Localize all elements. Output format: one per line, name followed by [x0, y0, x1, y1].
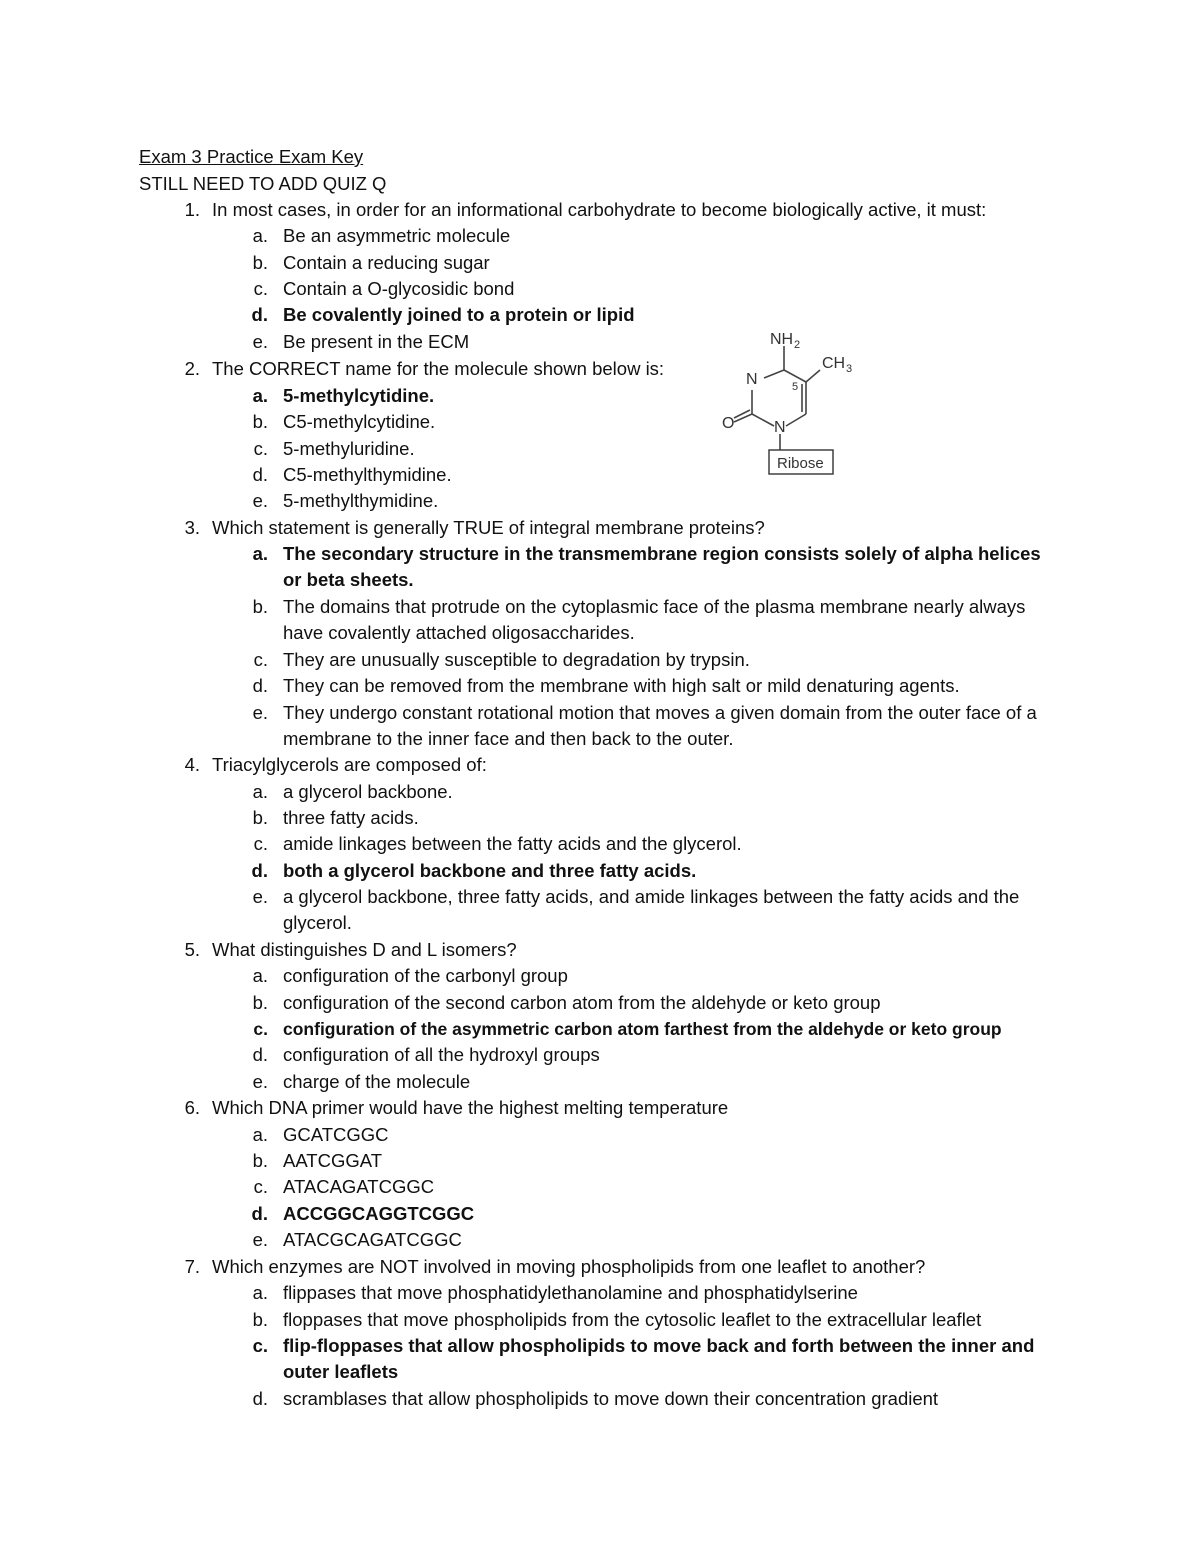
option-text: They undergo constant rotational motion that moves a given domain from the outer face of a membrane to the inner face and then back to the outer.: [283, 702, 1037, 749]
option-text: ATACGCAGATCGGC: [283, 1229, 462, 1250]
option-text: The domains that protrude on the cytoplasmic face of the plasma membrane nearly always have covalently attached oligosaccharides.: [283, 596, 1026, 643]
question-number: 7.: [184, 1256, 200, 1277]
option-text: The secondary structure in the transmembrane region consists solely of alpha helices or beta sheets.: [283, 543, 1041, 590]
option-text: C5-methylcytidine.: [283, 411, 436, 432]
option-text: three fatty acids.: [283, 807, 419, 828]
option-text: Contain a O-glycosidic bond: [283, 278, 515, 299]
nh2-label: NH: [770, 331, 794, 348]
option-letter: c.: [253, 833, 268, 854]
option-letter: b.: [252, 1309, 268, 1330]
option-letter: d.: [251, 860, 268, 881]
option-letter: c.: [253, 1019, 268, 1039]
option-letter: e.: [252, 1229, 268, 1250]
option-text: GCATCGGC: [283, 1124, 389, 1145]
question-number: 1.: [184, 199, 200, 220]
ribose-label: Ribose: [777, 455, 824, 472]
option-text: ATACAGATCGGC: [283, 1176, 435, 1197]
option-letter: b.: [252, 596, 268, 617]
option-text: ACCGGCAGGTCGGC: [283, 1203, 475, 1224]
question-text: In most cases, in order for an informational carbohydrate to become biologically active, it must:: [212, 199, 987, 220]
option-text: configuration of the second carbon atom from the aldehyde or keto group: [283, 992, 881, 1013]
ring-nitrogen-3: N: [746, 371, 758, 388]
option-text: configuration of all the hydroxyl groups: [283, 1044, 600, 1065]
question-text: What distinguishes D and L isomers?: [212, 939, 517, 960]
option-text: a glycerol backbone.: [283, 781, 453, 802]
option-text: 5-methylthymidine.: [283, 490, 439, 511]
option-text: both a glycerol backbone and three fatty acids.: [283, 860, 697, 881]
option-text: Be covalently joined to a protein or lipid: [283, 304, 635, 325]
nh2-subscript: 2: [794, 339, 801, 351]
option-text: floppases that move phospholipids from the cytosolic leaflet to the extracellular leaflet: [283, 1309, 982, 1330]
option-text: Be an asymmetric molecule: [283, 225, 511, 246]
option-letter: a.: [252, 385, 268, 406]
option-text: flippases that move phosphatidylethanolamine and phosphatidylserine: [283, 1282, 858, 1303]
option-letter: b.: [252, 992, 268, 1013]
option-letter: d.: [251, 1203, 268, 1224]
option-letter: e.: [252, 1071, 268, 1092]
document-title: Exam 3 Practice Exam Key: [139, 146, 364, 167]
option-letter: d.: [252, 1388, 268, 1409]
option-letter: a.: [252, 1124, 268, 1145]
option-text: configuration of the asymmetric carbon atom farthest from the aldehyde or keto group: [283, 1019, 1002, 1039]
option-letter: d.: [252, 675, 268, 696]
methylcytidine-structure: [712, 318, 882, 488]
option-letter: d.: [252, 464, 268, 485]
option-letter: a.: [252, 543, 268, 564]
position-5-label: 5: [792, 381, 799, 393]
question-number: 4.: [184, 754, 200, 775]
document-note: STILL NEED TO ADD QUIZ Q: [139, 173, 387, 194]
option-text: amide linkages between the fatty acids and the glycerol.: [283, 833, 742, 854]
option-letter: d.: [251, 304, 268, 325]
option-text: Contain a reducing sugar: [283, 252, 490, 273]
option-letter: b.: [252, 411, 268, 432]
question-text: Triacylglycerols are composed of:: [212, 754, 487, 775]
option-text: They are unusually susceptible to degradation by trypsin.: [283, 649, 750, 670]
question-number: 6.: [184, 1097, 200, 1118]
ch3-label: CH: [822, 355, 846, 372]
ch3-subscript: 3: [846, 363, 853, 375]
question-text: The CORRECT name for the molecule shown below is:: [212, 358, 665, 379]
option-text: charge of the molecule: [283, 1071, 471, 1092]
option-letter: e.: [252, 702, 268, 723]
option-text: configuration of the carbonyl group: [283, 965, 568, 986]
option-letter: c.: [253, 1176, 268, 1197]
option-letter: b.: [252, 252, 268, 273]
ring-nitrogen-1: N: [774, 419, 786, 436]
question-number: 2.: [184, 358, 200, 379]
option-letter: e.: [252, 886, 268, 907]
option-text: Be present in the ECM: [283, 331, 470, 352]
option-text: AATCGGAT: [283, 1150, 383, 1171]
option-letter: a.: [252, 965, 268, 986]
option-text: C5-methylthymidine.: [283, 464, 452, 485]
question-number: 5.: [184, 939, 200, 960]
option-text: 5-methylcytidine.: [283, 385, 435, 406]
question-number: 3.: [184, 517, 200, 538]
option-letter: b.: [252, 1150, 268, 1171]
option-text: a glycerol backbone, three fatty acids, and amide linkages between the fatty acids and the glycerol.: [283, 886, 1020, 933]
question-text: Which enzymes are NOT involved in moving phospholipids from one leaflet to another?: [212, 1256, 926, 1277]
option-letter: a.: [252, 225, 268, 246]
option-letter: c.: [253, 649, 268, 670]
option-letter: c.: [252, 1335, 268, 1356]
option-text: They can be removed from the membrane with high salt or mild denaturing agents.: [283, 675, 960, 696]
option-letter: c.: [253, 278, 268, 299]
option-letter: a.: [252, 1282, 268, 1303]
option-text: 5-methyluridine.: [283, 438, 415, 459]
option-text: flip-floppases that allow phospholipids to move back and forth between the inner and outer leaflets: [283, 1335, 1035, 1382]
option-letter: e.: [252, 331, 268, 352]
question-text: Which DNA primer would have the highest melting temperature: [212, 1097, 729, 1118]
option-letter: e.: [252, 490, 268, 511]
option-letter: b.: [252, 807, 268, 828]
option-letter: c.: [253, 438, 268, 459]
option-text: scramblases that allow phospholipids to move down their concentration gradient: [283, 1388, 939, 1409]
question-text: Which statement is generally TRUE of integral membrane proteins?: [212, 517, 765, 538]
option-letter: d.: [252, 1044, 268, 1065]
carbonyl-oxygen: O: [722, 415, 735, 432]
option-letter: a.: [252, 781, 268, 802]
